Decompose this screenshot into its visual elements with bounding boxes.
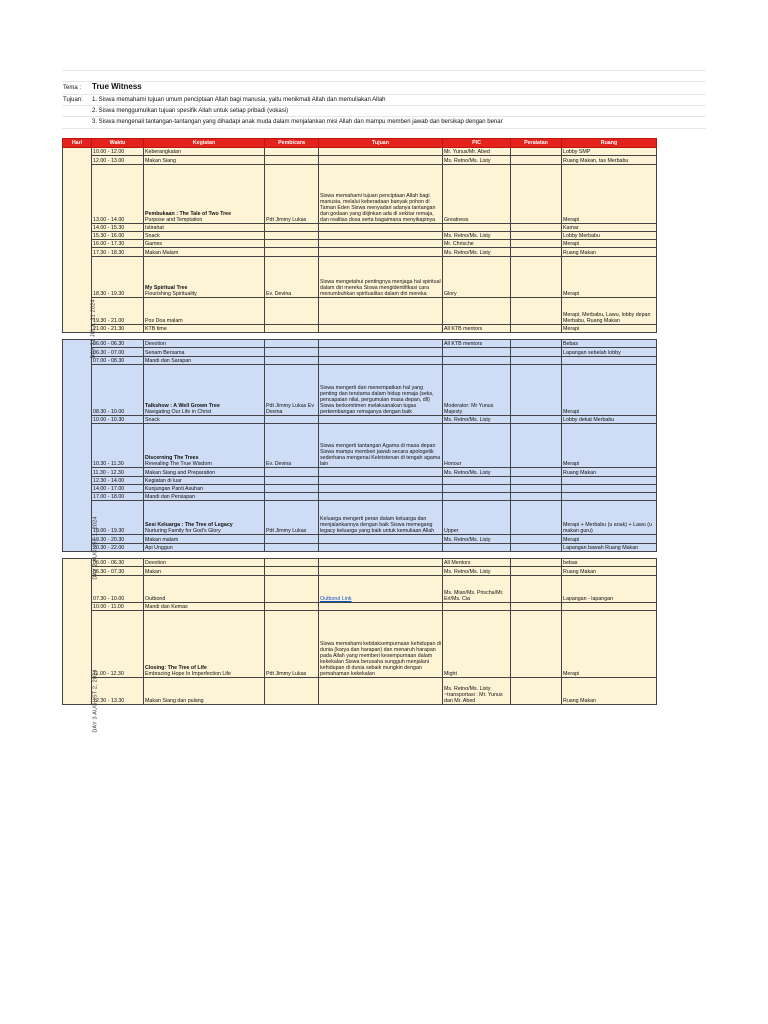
cell-peralatan bbox=[511, 340, 562, 348]
cell-pembicara: Pdt Jimmy Lukas Ev Devina bbox=[265, 364, 319, 415]
cell-ruang: Ruang Makan, tas Merbabu bbox=[562, 156, 657, 164]
schedule-table bbox=[62, 138, 657, 733]
cell-pembicara: Pdt Jimmy Lukas bbox=[265, 501, 319, 535]
cell-tujuan bbox=[319, 575, 443, 602]
cell-kegiatan: Istirahat bbox=[144, 223, 265, 231]
cell-tujuan: Siswa mengetahui pentingnya menjaga hal spiritual dalam diri mereka Siswa mengidentifikasi cara menumbuhkan spiritualitas dalam diri mereka bbox=[319, 256, 443, 297]
cell-tujuan bbox=[319, 535, 443, 543]
cell-pic bbox=[443, 223, 511, 231]
cell-waktu: 11.30 - 12.30 bbox=[92, 468, 144, 476]
table-row bbox=[63, 602, 657, 610]
table-row bbox=[63, 415, 657, 423]
cell-peralatan bbox=[511, 602, 562, 610]
session-title: Talkshow : A Well Grown Tree bbox=[145, 402, 220, 409]
col-header-pic: PIC bbox=[443, 139, 511, 148]
cell-peralatan bbox=[511, 424, 562, 468]
cell-pembicara bbox=[265, 356, 319, 364]
cell-peralatan bbox=[511, 248, 562, 256]
cell-waktu: 21.00 - 21.30 bbox=[92, 324, 144, 332]
cell-peralatan bbox=[511, 324, 562, 332]
cell-peralatan bbox=[511, 348, 562, 356]
cell-ruang: Ruang Makan bbox=[562, 567, 657, 575]
cell-ruang: Ruang Makan bbox=[562, 468, 657, 476]
header-area bbox=[62, 70, 706, 138]
session-subtitle: Navigating Our Life in Christ bbox=[145, 408, 212, 415]
cell-waktu: 18.00 - 19.30 bbox=[92, 501, 144, 535]
table-row bbox=[63, 340, 657, 348]
cell-waktu: 14.00 - 17.00 bbox=[92, 484, 144, 492]
cell-pic: Ms. Retno/Ms. Listy bbox=[443, 248, 511, 256]
cell-peralatan bbox=[511, 297, 562, 324]
cell-pembicara bbox=[265, 148, 319, 156]
cell-waktu: 20.30 - 22.00 bbox=[92, 543, 144, 551]
cell-pic: Mr. Chrische bbox=[443, 240, 511, 248]
cell-waktu: 16.00 - 17.30 bbox=[92, 240, 144, 248]
table-row bbox=[63, 348, 657, 356]
cell-waktu: 11.00 - 12.30 bbox=[92, 610, 144, 677]
cell-kegiatan: Kunjungan Panti Asuhan bbox=[144, 484, 265, 492]
cell-kegiatan bbox=[144, 364, 265, 415]
table-row bbox=[63, 324, 657, 332]
cell-waktu: 12.00 - 13.00 bbox=[92, 156, 144, 164]
day-label-cell bbox=[63, 559, 99, 733]
cell-kegiatan: Makan Malam bbox=[144, 248, 265, 256]
cell-waktu: 07.30 - 10.00 bbox=[92, 575, 144, 602]
cell-peralatan bbox=[511, 677, 562, 704]
cell-waktu: 10.00 - 11.00 bbox=[92, 602, 144, 610]
cell-waktu: 08.30 - 10.00 bbox=[92, 364, 144, 415]
cell-ruang: Merapi bbox=[562, 610, 657, 677]
cell-waktu: 06.30 - 07.30 bbox=[92, 567, 144, 575]
session-title: Pembukaan : The Tale of Two Tree bbox=[145, 210, 232, 217]
cell-kegiatan: Mandi dan Kemas bbox=[144, 602, 265, 610]
cell-tujuan bbox=[319, 415, 443, 423]
cell-kegiatan: Api Unggun bbox=[144, 543, 265, 551]
table-row bbox=[63, 240, 657, 248]
cell-ruang: Merapi bbox=[562, 164, 657, 223]
cell-kegiatan bbox=[144, 424, 265, 468]
cell-pembicara: Pdt Jimmy Lukas bbox=[265, 164, 319, 223]
cell-pembicara bbox=[265, 340, 319, 348]
col-header-waktu: Waktu bbox=[92, 139, 144, 148]
cell-waktu: 12.30 - 13.30 bbox=[92, 677, 144, 704]
col-header-ruang: Ruang bbox=[562, 139, 657, 148]
day-label-cell bbox=[63, 148, 97, 359]
cell-kegiatan: Makan bbox=[144, 567, 265, 575]
tujuan-item: 1. Siswa memahami tujuan umum penciptaan Allah bagi manusia, yaitu menikmati Allah dan memuliakan Allah bbox=[92, 97, 386, 103]
cell-waktu: 13.00 - 14.00 bbox=[92, 164, 144, 223]
cell-ruang: Kamar bbox=[562, 223, 657, 231]
cell-pic: Ms. Retno/Ms. Listy bbox=[443, 415, 511, 423]
table-row bbox=[63, 424, 657, 468]
cell-tujuan: Siswa mengerti tantangan Agama di masa depan Siswa mampu memberi jawab secara apologetik sederhana mengenai Kekristenan di tengah agama lain bbox=[319, 424, 443, 468]
cell-kegiatan: Devotion bbox=[144, 559, 265, 567]
cell-kegiatan: Games bbox=[144, 240, 265, 248]
cell-peralatan bbox=[511, 535, 562, 543]
cell-tujuan bbox=[319, 567, 443, 575]
cell-waktu: 06.30 - 07.00 bbox=[92, 348, 144, 356]
tema-value: True Witness bbox=[92, 82, 142, 91]
session-subtitle: Flourishing Spirituality bbox=[145, 290, 197, 297]
cell-pembicara bbox=[265, 415, 319, 423]
cell-tujuan bbox=[319, 468, 443, 476]
cell-kegiatan: Senam Bersama bbox=[144, 348, 265, 356]
cell-pembicara bbox=[265, 468, 319, 476]
cell-tujuan bbox=[319, 543, 443, 551]
cell-kegiatan: Makan Siang dan pulang bbox=[144, 677, 265, 704]
outbond-link[interactable]: Outbond Link bbox=[320, 595, 352, 602]
cell-waktu: 18.30 - 19.30 bbox=[92, 256, 144, 297]
session-subtitle: Revealing The True Wisdom bbox=[145, 461, 212, 468]
table-row bbox=[63, 476, 657, 484]
cell-pic bbox=[443, 297, 511, 324]
day-label-cell bbox=[63, 340, 99, 580]
cell-peralatan bbox=[511, 148, 562, 156]
cell-kegiatan: Devotion bbox=[144, 340, 265, 348]
table-header-row bbox=[63, 139, 657, 148]
cell-pic: All Mentors bbox=[443, 559, 511, 567]
cell-waktu: 06.00 - 06.30 bbox=[92, 559, 144, 567]
cell-peralatan bbox=[511, 364, 562, 415]
cell-tujuan bbox=[319, 240, 443, 248]
cell-peralatan bbox=[511, 356, 562, 364]
cell-tujuan bbox=[319, 340, 443, 348]
cell-pembicara bbox=[265, 484, 319, 492]
day-label: DAY 3 AUGUST 2, 2024 bbox=[92, 669, 99, 733]
cell-pembicara bbox=[265, 677, 319, 704]
cell-tujuan: Siswa mengerti dan menempatkan hal yang penting dan terutama dalam hidup remaja (seks, pencapaian nilai, pergumulan masa depan, dll) Siswa berkomitmen melaksanakan tugas perkembangan remajanya dengan baik bbox=[319, 364, 443, 415]
cell-peralatan bbox=[511, 223, 562, 231]
table-row bbox=[63, 535, 657, 543]
day-spacer bbox=[63, 552, 657, 559]
cell-pic bbox=[443, 602, 511, 610]
cell-peralatan bbox=[511, 240, 562, 248]
cell-kegiatan: Makan Siang bbox=[144, 156, 265, 164]
cell-ruang: Ruang Makan bbox=[562, 677, 657, 704]
table-row bbox=[63, 356, 657, 364]
cell-pic: All KTB mentors bbox=[443, 340, 511, 348]
table-row bbox=[63, 543, 657, 551]
cell-tujuan bbox=[319, 484, 443, 492]
tema-label: Tema : bbox=[63, 85, 82, 91]
cell-ruang bbox=[562, 493, 657, 501]
cell-pembicara: Pdt Jimmy Lukas bbox=[265, 610, 319, 677]
cell-pic bbox=[443, 484, 511, 492]
cell-pembicara bbox=[265, 493, 319, 501]
table-row bbox=[63, 677, 657, 704]
col-header-kegiatan: Kegiatan bbox=[144, 139, 265, 148]
session-title: Sesi Keluarga : The Tree of Legacy bbox=[145, 522, 233, 529]
cell-pic bbox=[443, 348, 511, 356]
cell-pembicara bbox=[265, 231, 319, 239]
session-title: Discerning The Trees bbox=[145, 455, 199, 462]
cell-peralatan bbox=[511, 164, 562, 223]
cell-pic bbox=[443, 476, 511, 484]
cell-peralatan bbox=[511, 543, 562, 551]
cell-pembicara bbox=[265, 543, 319, 551]
col-header-pembicara: Pembicara bbox=[265, 139, 319, 148]
cell-pembicara bbox=[265, 248, 319, 256]
cell-kegiatan bbox=[144, 256, 265, 297]
tujuan-item: 3. Siswa mengenali tantangan-tantangan yang dihadapi anak muda dalam menjalankan misi Allah dan mampu memberi jawab dan bersikap dengan benar bbox=[92, 119, 503, 125]
cell-kegiatan: Mandi dan Persiapan bbox=[144, 493, 265, 501]
cell-ruang: Bebas bbox=[562, 340, 657, 348]
cell-pic: Might bbox=[443, 610, 511, 677]
cell-tujuan bbox=[319, 559, 443, 567]
session-title: Closing: The Tree of Life bbox=[145, 664, 207, 671]
cell-pembicara bbox=[265, 297, 319, 324]
table-row bbox=[63, 484, 657, 492]
cell-tujuan bbox=[319, 677, 443, 704]
cell-peralatan bbox=[511, 231, 562, 239]
cell-tujuan bbox=[319, 493, 443, 501]
cell-peralatan bbox=[511, 493, 562, 501]
cell-peralatan bbox=[511, 468, 562, 476]
tujuan-label: Tujuan: bbox=[63, 97, 83, 103]
cell-kegiatan: Kegiatan di luar bbox=[144, 476, 265, 484]
tujuan-item: 2. Siswa menggumulkan tujuan spesifik Allah untuk setiap pribadi (vokasi) bbox=[92, 108, 289, 114]
session-title: My Spiritual Tree bbox=[145, 284, 188, 291]
cell-pic: Ms. Retno/Ms. Listy bbox=[443, 535, 511, 543]
cell-pic: Ms. Retno/Ms. Listy bbox=[443, 231, 511, 239]
cell-waktu: 17.00 - 18.00 bbox=[92, 493, 144, 501]
cell-ruang: Lapangan sebelah lobby bbox=[562, 348, 657, 356]
cell-waktu: 19.30 - 21.00 bbox=[92, 297, 144, 324]
cell-ruang: Merapi bbox=[562, 364, 657, 415]
cell-pic: Mr. Yunus/Mr. Abed bbox=[443, 148, 511, 156]
cell-tujuan: Siswa memahami tujuan penciptaan Allah bagi manusia, melalui keberadaan banyak pohon di Taman Eden Siswa menyadari adanya tantangan dan godaan yang diijinkan ada di sekitar remaja, dan realitas dosa serta bagaimana menyikapinya bbox=[319, 164, 443, 223]
cell-waktu: 17.30 - 18.30 bbox=[92, 248, 144, 256]
cell-kegiatan: Snack bbox=[144, 231, 265, 239]
cell-pic: Ms. Retno/Ms. Listy bbox=[443, 468, 511, 476]
cell-peralatan bbox=[511, 156, 562, 164]
cell-waktu: 06.00 - 06.30 bbox=[92, 340, 144, 348]
cell-pembicara bbox=[265, 575, 319, 602]
spreadsheet bbox=[62, 70, 706, 733]
cell-kegiatan: Makan Siang and Preparation bbox=[144, 468, 265, 476]
table-row bbox=[63, 156, 657, 164]
cell-pembicara bbox=[265, 567, 319, 575]
cell-ruang: Merapi bbox=[562, 256, 657, 297]
cell-pic: Ms. Retno/Ms. Listy bbox=[443, 567, 511, 575]
table-row bbox=[63, 248, 657, 256]
col-header-hari: Hari bbox=[63, 139, 92, 148]
cell-pembicara bbox=[265, 559, 319, 567]
cell-kegiatan: Makan malam bbox=[144, 535, 265, 543]
cell-pic bbox=[443, 493, 511, 501]
cell-waktu: 10.00 - 12.00 bbox=[92, 148, 144, 156]
cell-ruang: Merapi, Merbabu, Lawu, lobby depan Merbabu, Ruang Makan bbox=[562, 297, 657, 324]
cell-pembicara bbox=[265, 535, 319, 543]
cell-pic: Glory bbox=[443, 256, 511, 297]
cell-ruang: Lapangan - lapangan bbox=[562, 575, 657, 602]
cell-ruang bbox=[562, 476, 657, 484]
cell-kegiatan bbox=[144, 610, 265, 677]
cell-pic: Ms. Retno/Ms. Listy ~transportasi : Mr. Yunus dan Mr. Abed bbox=[443, 677, 511, 704]
cell-pic: Ms. Retno/Ms. Listy bbox=[443, 156, 511, 164]
cell-tujuan bbox=[319, 602, 443, 610]
cell-waktu: 12.30 - 14.00 bbox=[92, 476, 144, 484]
cell-kegiatan: Snack bbox=[144, 415, 265, 423]
cell-peralatan bbox=[511, 610, 562, 677]
cell-pic: Moderator: Mr Yunus Majesty bbox=[443, 364, 511, 415]
cell-waktu: 15.30 - 16.00 bbox=[92, 231, 144, 239]
col-header-tujuan: Tujuan bbox=[319, 139, 443, 148]
cell-peralatan bbox=[511, 501, 562, 535]
cell-ruang: bebas bbox=[562, 559, 657, 567]
table-row bbox=[63, 493, 657, 501]
cell-ruang: Merapi bbox=[562, 324, 657, 332]
cell-tujuan bbox=[319, 297, 443, 324]
table-row bbox=[63, 223, 657, 231]
cell-ruang: Merapi bbox=[562, 535, 657, 543]
cell-pic bbox=[443, 543, 511, 551]
cell-pembicara: Ev. Devina bbox=[265, 424, 319, 468]
session-subtitle: Nurturing Family for God's Glory bbox=[145, 528, 221, 535]
cell-ruang: Lobby Merbabu bbox=[562, 231, 657, 239]
cell-pembicara bbox=[265, 602, 319, 610]
cell-pic: Upper bbox=[443, 501, 511, 535]
cell-pic bbox=[443, 356, 511, 364]
cell-waktu: 10.30 - 11.30 bbox=[92, 424, 144, 468]
cell-peralatan bbox=[511, 484, 562, 492]
cell-kegiatan: Mandi dan Sarapan bbox=[144, 356, 265, 364]
cell-ruang bbox=[562, 602, 657, 610]
cell-kegiatan: Pos Doa malam bbox=[144, 297, 265, 324]
cell-pembicara bbox=[265, 476, 319, 484]
table-row bbox=[63, 567, 657, 575]
cell-ruang: Lobby dekat Merbabu bbox=[562, 415, 657, 423]
cell-tujuan bbox=[319, 356, 443, 364]
cell-pembicara bbox=[265, 156, 319, 164]
cell-waktu: 10.00 - 10.30 bbox=[92, 415, 144, 423]
cell-peralatan bbox=[511, 476, 562, 484]
cell-peralatan bbox=[511, 559, 562, 567]
day-spacer bbox=[63, 333, 657, 340]
cell-pembicara bbox=[265, 240, 319, 248]
cell-peralatan bbox=[511, 415, 562, 423]
cell-pembicara bbox=[265, 223, 319, 231]
cell-tujuan bbox=[319, 148, 443, 156]
session-subtitle: Embracing Hope In Imperfection Life bbox=[145, 670, 231, 677]
table-row bbox=[63, 559, 657, 567]
cell-kegiatan bbox=[144, 501, 265, 535]
cell-kegiatan: Keberangkatan bbox=[144, 148, 265, 156]
cell-pembicara bbox=[265, 324, 319, 332]
cell-ruang: Ruang Makan bbox=[562, 248, 657, 256]
table-row bbox=[63, 610, 657, 677]
cell-kegiatan: Outbond bbox=[144, 575, 265, 602]
cell-ruang: Lapangan bawah Ruang Makan bbox=[562, 543, 657, 551]
table-row bbox=[63, 148, 657, 156]
cell-waktu: 19.30 - 20.30 bbox=[92, 535, 144, 543]
cell-peralatan bbox=[511, 567, 562, 575]
table-row bbox=[63, 297, 657, 324]
cell-waktu: 07.00 - 08.30 bbox=[92, 356, 144, 364]
cell-pic: Ms. Mian/Ms. Prischa/Mr. Erl/Ms. Cia bbox=[443, 575, 511, 602]
cell-waktu: 14.00 - 15.30 bbox=[92, 223, 144, 231]
cell-tujuan bbox=[319, 248, 443, 256]
cell-tujuan: Siswa memahami ketidaksempurnaan kehidupan di dunia (karya dan harapan) dan menaruh harapan pada Allah yang memberi kesempurnaan dalam kekekalan Siswa berusaha sungguh menjalani kehidupan di dunia sebaik mungkin dengan pemahaman kekekalan bbox=[319, 610, 443, 677]
cell-peralatan bbox=[511, 575, 562, 602]
cell-ruang bbox=[562, 356, 657, 364]
cell-tujuan bbox=[319, 476, 443, 484]
table-row bbox=[63, 256, 657, 297]
cell-tujuan bbox=[319, 231, 443, 239]
day-label: DAY 31 JULY, 31 2024 bbox=[90, 299, 97, 359]
cell-tujuan bbox=[319, 348, 443, 356]
cell-pembicara: Ev. Devina bbox=[265, 256, 319, 297]
table-row bbox=[63, 575, 657, 602]
cell-pic: Greatness bbox=[443, 164, 511, 223]
cell-tujuan bbox=[319, 324, 443, 332]
table-row bbox=[63, 364, 657, 415]
cell-tujuan bbox=[319, 223, 443, 231]
day-label: DAY 2 AUGUST 1, 2024 bbox=[92, 516, 99, 580]
cell-kegiatan: KTB time bbox=[144, 324, 265, 332]
cell-ruang: Merapi bbox=[562, 240, 657, 248]
cell-ruang: Merapi bbox=[562, 424, 657, 468]
col-header-peralatan: Peralatan bbox=[511, 139, 562, 148]
cell-ruang: Lobby SMP bbox=[562, 148, 657, 156]
cell-pic: Honour bbox=[443, 424, 511, 468]
cell-kegiatan bbox=[144, 164, 265, 223]
cell-pembicara bbox=[265, 348, 319, 356]
cell-peralatan bbox=[511, 256, 562, 297]
table-row bbox=[63, 468, 657, 476]
cell-tujuan bbox=[319, 156, 443, 164]
table-row bbox=[63, 164, 657, 223]
cell-ruang: Merapi + Merbabu (u anak) + Lawu (u makan guru) bbox=[562, 501, 657, 535]
table-row bbox=[63, 231, 657, 239]
cell-ruang bbox=[562, 484, 657, 492]
table-row bbox=[63, 501, 657, 535]
cell-pic: All KTB mentors bbox=[443, 324, 511, 332]
session-subtitle: Purpose and Temptation bbox=[145, 216, 203, 223]
cell-tujuan: Keluarga mengerti peran dalam keluarga dan menjalankannya dengan baik Siswa memegang legacy keluarga yang baik untuk kemuliaan Allah bbox=[319, 501, 443, 535]
